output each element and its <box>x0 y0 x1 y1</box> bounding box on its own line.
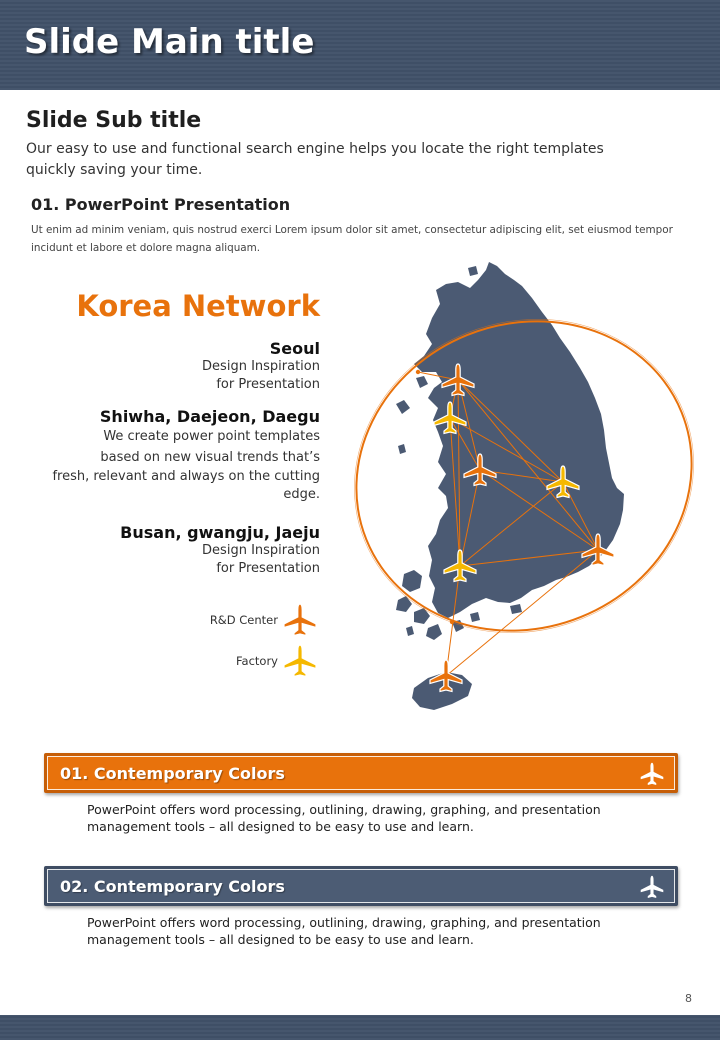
city-name: Shiwha, Daejeon, Daegu <box>99 407 320 426</box>
section-heading: 01. PowerPoint Presentation <box>31 195 291 214</box>
legend-rd-plane-icon <box>284 604 316 636</box>
page-number: 8 <box>685 992 692 1005</box>
city-desc-line: for Presentation <box>216 377 320 392</box>
city-desc-line: We create power point templates <box>103 429 320 444</box>
city-name: Busan, gwangju, Jaeju <box>120 523 320 542</box>
banner-description: PowerPoint offers word processing, outlining, drawing, graphing, and presentation management tools – all designed to be easy to use and learn. <box>87 915 601 947</box>
section-text: Ut enim ad minim veniam, quis nostrud exerci Lorem ipsum dolor sit amet, consectetur adipiscing elit, set eiusmod tempor incidunt et labore et dolore magna aliquam. <box>31 224 673 254</box>
subtitle-description: Our easy to use and functional search engine helps you locate the right templates quickly saving your time. <box>26 141 604 178</box>
slide-main-title: Slide Main title <box>24 22 315 62</box>
slide-sub-title: Slide Sub title <box>26 108 202 133</box>
footer-bar <box>0 1015 720 1040</box>
city-desc-line: for Presentation <box>216 561 320 576</box>
banner-contemporary-colors-1 <box>44 753 678 793</box>
korea-network-title: Korea Network <box>76 289 320 323</box>
city-desc-line: Design Inspiration <box>202 359 320 374</box>
city-block-shiwha <box>52 407 320 504</box>
banner-description: PowerPoint offers word processing, outlining, drawing, graphing, and presentation management tools – all designed to be easy to use and learn. <box>87 802 601 834</box>
banner-contemporary-colors-2 <box>44 866 678 906</box>
legend-factory-plane-icon <box>284 645 316 677</box>
city-desc-line: Design Inspiration <box>202 543 320 558</box>
banner-label: 02. Contemporary Colors <box>60 877 285 896</box>
banner-label: 01. Contemporary Colors <box>60 764 285 783</box>
legend-factory-label: Factory <box>235 654 278 668</box>
city-desc-line: based on new visual trends that’s <box>100 450 320 465</box>
city-block-busan <box>120 523 320 578</box>
airplane-icon <box>640 875 664 899</box>
legend-rd-center-label: R&D Center <box>209 613 278 627</box>
city-block-seoul <box>202 339 320 394</box>
city-desc-line: edge. <box>283 487 320 502</box>
city-name: Seoul <box>269 339 320 358</box>
city-desc-line: fresh, relevant and always on the cutting <box>52 469 320 484</box>
airplane-icon <box>640 762 664 786</box>
